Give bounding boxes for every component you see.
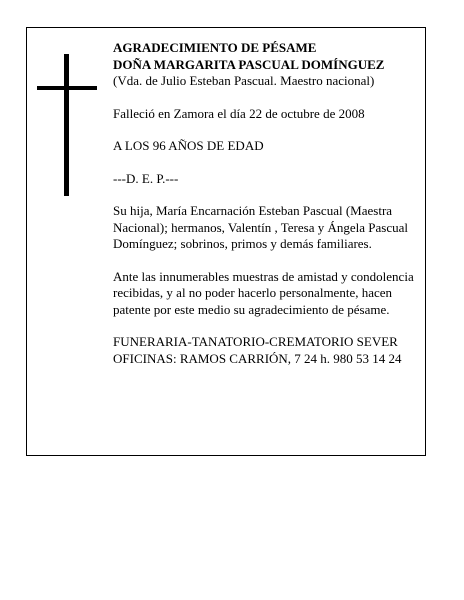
- rip-text: ---D. E. P.---: [113, 170, 179, 186]
- notice-title: AGRADECIMIENTO DE PÉSAME: [113, 40, 317, 55]
- notice-text: [113, 40, 423, 367]
- deceased-name: DOÑA MARGARITA PASCUAL DOMÍNGUEZ: [113, 56, 385, 72]
- cross-icon: [64, 54, 69, 196]
- age-info: A LOS 96 AÑOS DE EDAD: [113, 138, 264, 153]
- family-paragraph: Su hija, María Encarnación Esteban Pascual (Maestra Nacional); hermanos, Valentín , Teresa y Ángela Pascual Domínguez; sobrinos, primos y demás familiares.: [113, 203, 408, 251]
- deceased-subtitle: (Vda. de Julio Esteban Pascual. Maestro nacional): [113, 73, 375, 88]
- death-info: Falleció en Zamora el día 22 de octubre de 2008: [113, 105, 365, 121]
- offices-info: OFICINAS: RAMOS CARRIÓN, 7 24 h. 980 53 14 24: [113, 350, 402, 366]
- funeral-home: FUNERARIA-TANATORIO-CREMATORIO SEVER: [113, 334, 398, 349]
- thanks-paragraph: Ante las innumerables muestras de amistad y condolencia recibidas, y al no poder hacerlo personalmente, hacen patente por este medio su agradecimiento de pésame.: [113, 268, 414, 317]
- cross-icon-bar: [37, 86, 97, 90]
